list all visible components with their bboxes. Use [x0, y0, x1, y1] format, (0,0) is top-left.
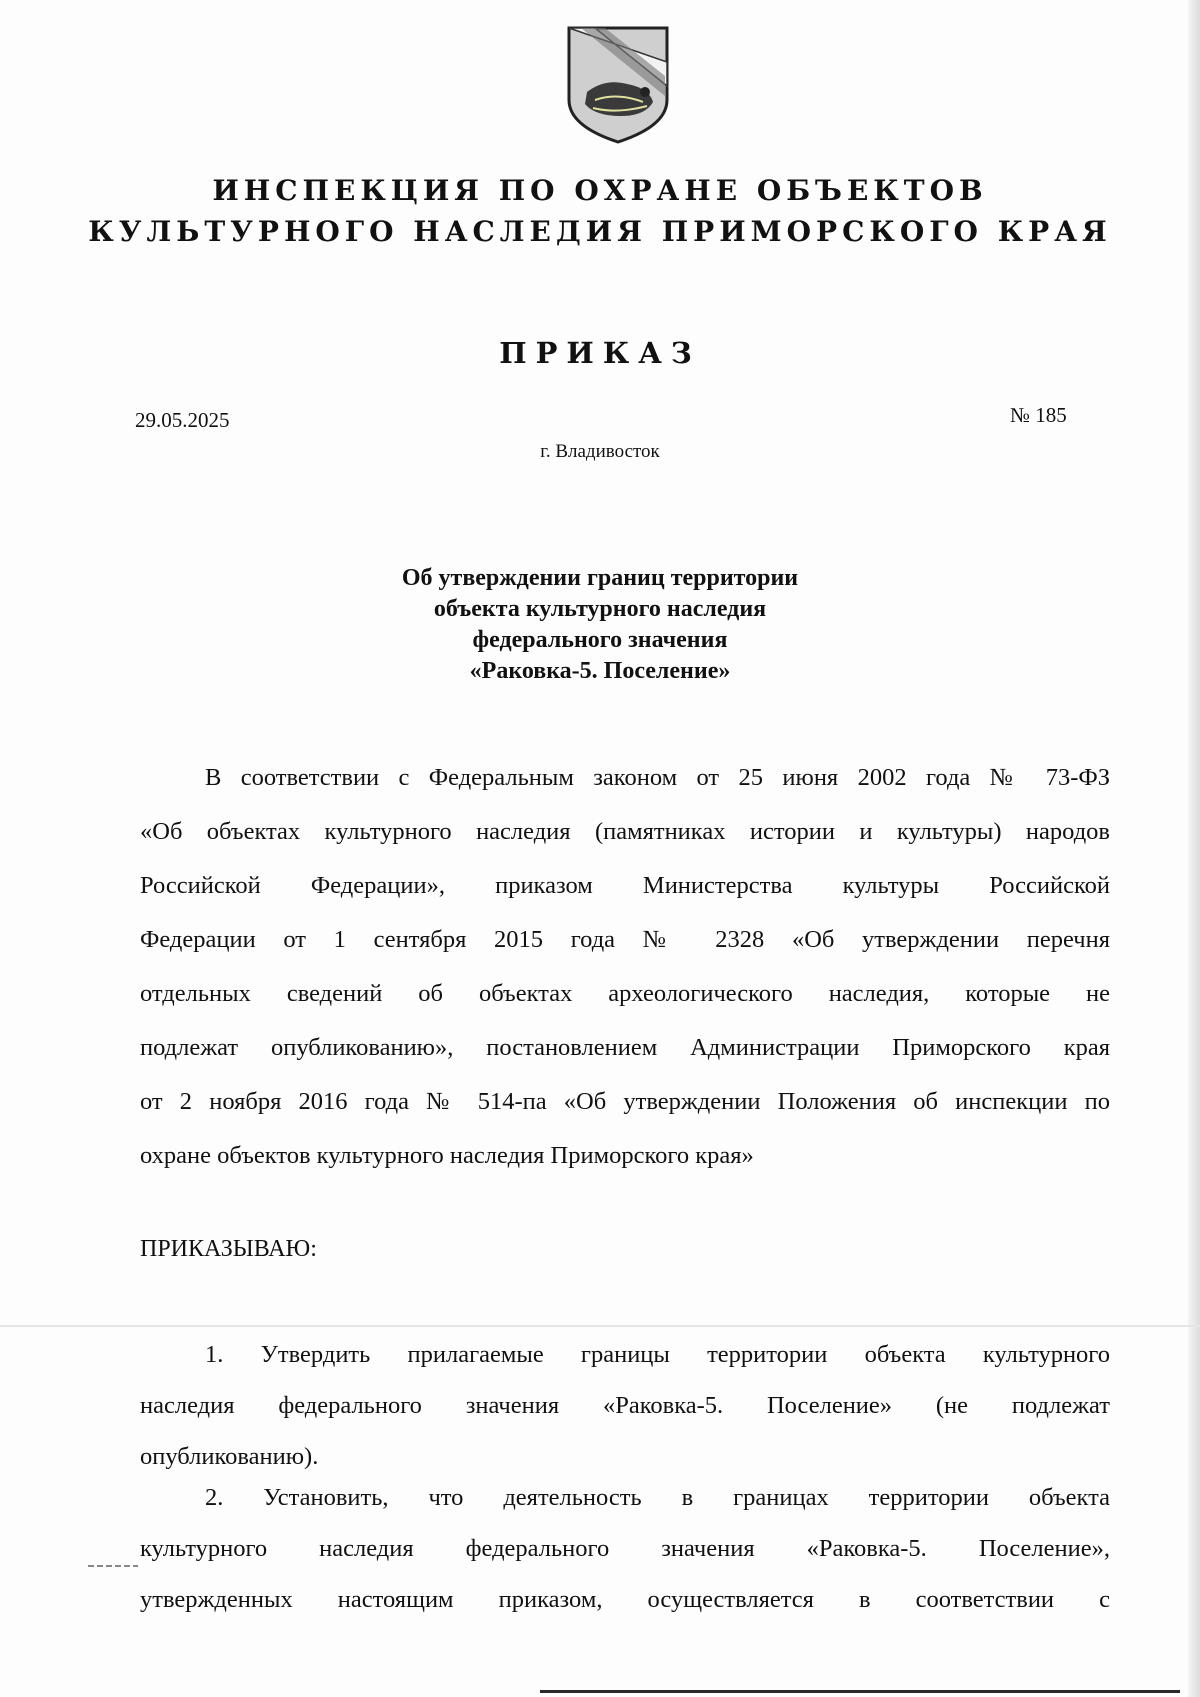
preamble-line: от 2 ноября 2016 года № 514-па «Об утверждении Положения об инспекции по	[140, 1088, 1110, 1115]
item-line: культурного наследия федерального значения «Раковка-5. Поселение»,	[140, 1535, 1110, 1562]
order-date: 29.05.2025	[135, 408, 230, 432]
item-line: 1. Утвердить прилагаемые границы территории объекта культурного	[205, 1341, 1110, 1368]
margin-arrow-mark	[88, 1555, 138, 1559]
item-line: 2. Установить, что деятельность в границах территории объекта	[205, 1484, 1110, 1511]
order-item-1	[140, 1329, 1110, 1482]
scan-seam	[0, 1325, 1200, 1327]
subject-line: федерального значения	[472, 627, 728, 653]
order-number: № 185	[1010, 403, 1067, 427]
preamble-line: Российской Федерации», приказом Министерства культуры Российской	[140, 872, 1110, 899]
order-directive-word: ПРИКАЗЫВАЮ:	[140, 1236, 317, 1262]
preamble-line: В соответствии с Федеральным законом от 25 июня 2002 года № 73-ФЗ	[205, 764, 1110, 791]
document-type-title: ПРИКАЗ	[499, 336, 701, 370]
preamble-paragraph	[140, 751, 1110, 1183]
subject-line: «Раковка-5. Поселение»	[469, 658, 731, 684]
bottom-edge-line	[540, 1690, 1180, 1693]
preamble-line: Федерации от 1 сентября 2015 года № 2328 «Об утверждении перечня	[140, 926, 1110, 953]
item-line: наследия федерального значения «Раковка-5. Поселение» (не подлежат	[140, 1392, 1110, 1419]
order-city: г. Владивосток	[540, 441, 660, 462]
org-name-line-1: ИНСПЕКЦИЯ ПО ОХРАНЕ ОБЪЕКТОВ	[212, 174, 988, 207]
item-line: опубликованию).	[140, 1443, 319, 1470]
preamble-line: отдельных сведений об объектах археологического наследия, которые не	[140, 980, 1110, 1007]
subject-line: Об утверждении границ территории	[401, 565, 799, 591]
preamble-line: «Об объектах культурного наследия (памятниках истории и культуры) народов	[140, 818, 1110, 845]
item-line: утвержденных настоящим приказом, осуществляется в соответствии с	[140, 1586, 1110, 1613]
subject-line: объекта культурного наследия	[433, 596, 767, 622]
page-edge-shadow	[1188, 0, 1200, 1697]
order-subject	[0, 563, 1200, 687]
coat-of-arms-icon	[565, 22, 671, 146]
preamble-line: охране объектов культурного наследия Приморского края»	[140, 1142, 754, 1169]
org-name-line-2: КУЛЬТУРНОГО НАСЛЕДИЯ ПРИМОРСКОГО КРАЯ	[88, 215, 1112, 248]
preamble-line: подлежат опубликованию», постановлением Администрации Приморского края	[140, 1034, 1110, 1061]
order-item-2	[140, 1472, 1110, 1625]
